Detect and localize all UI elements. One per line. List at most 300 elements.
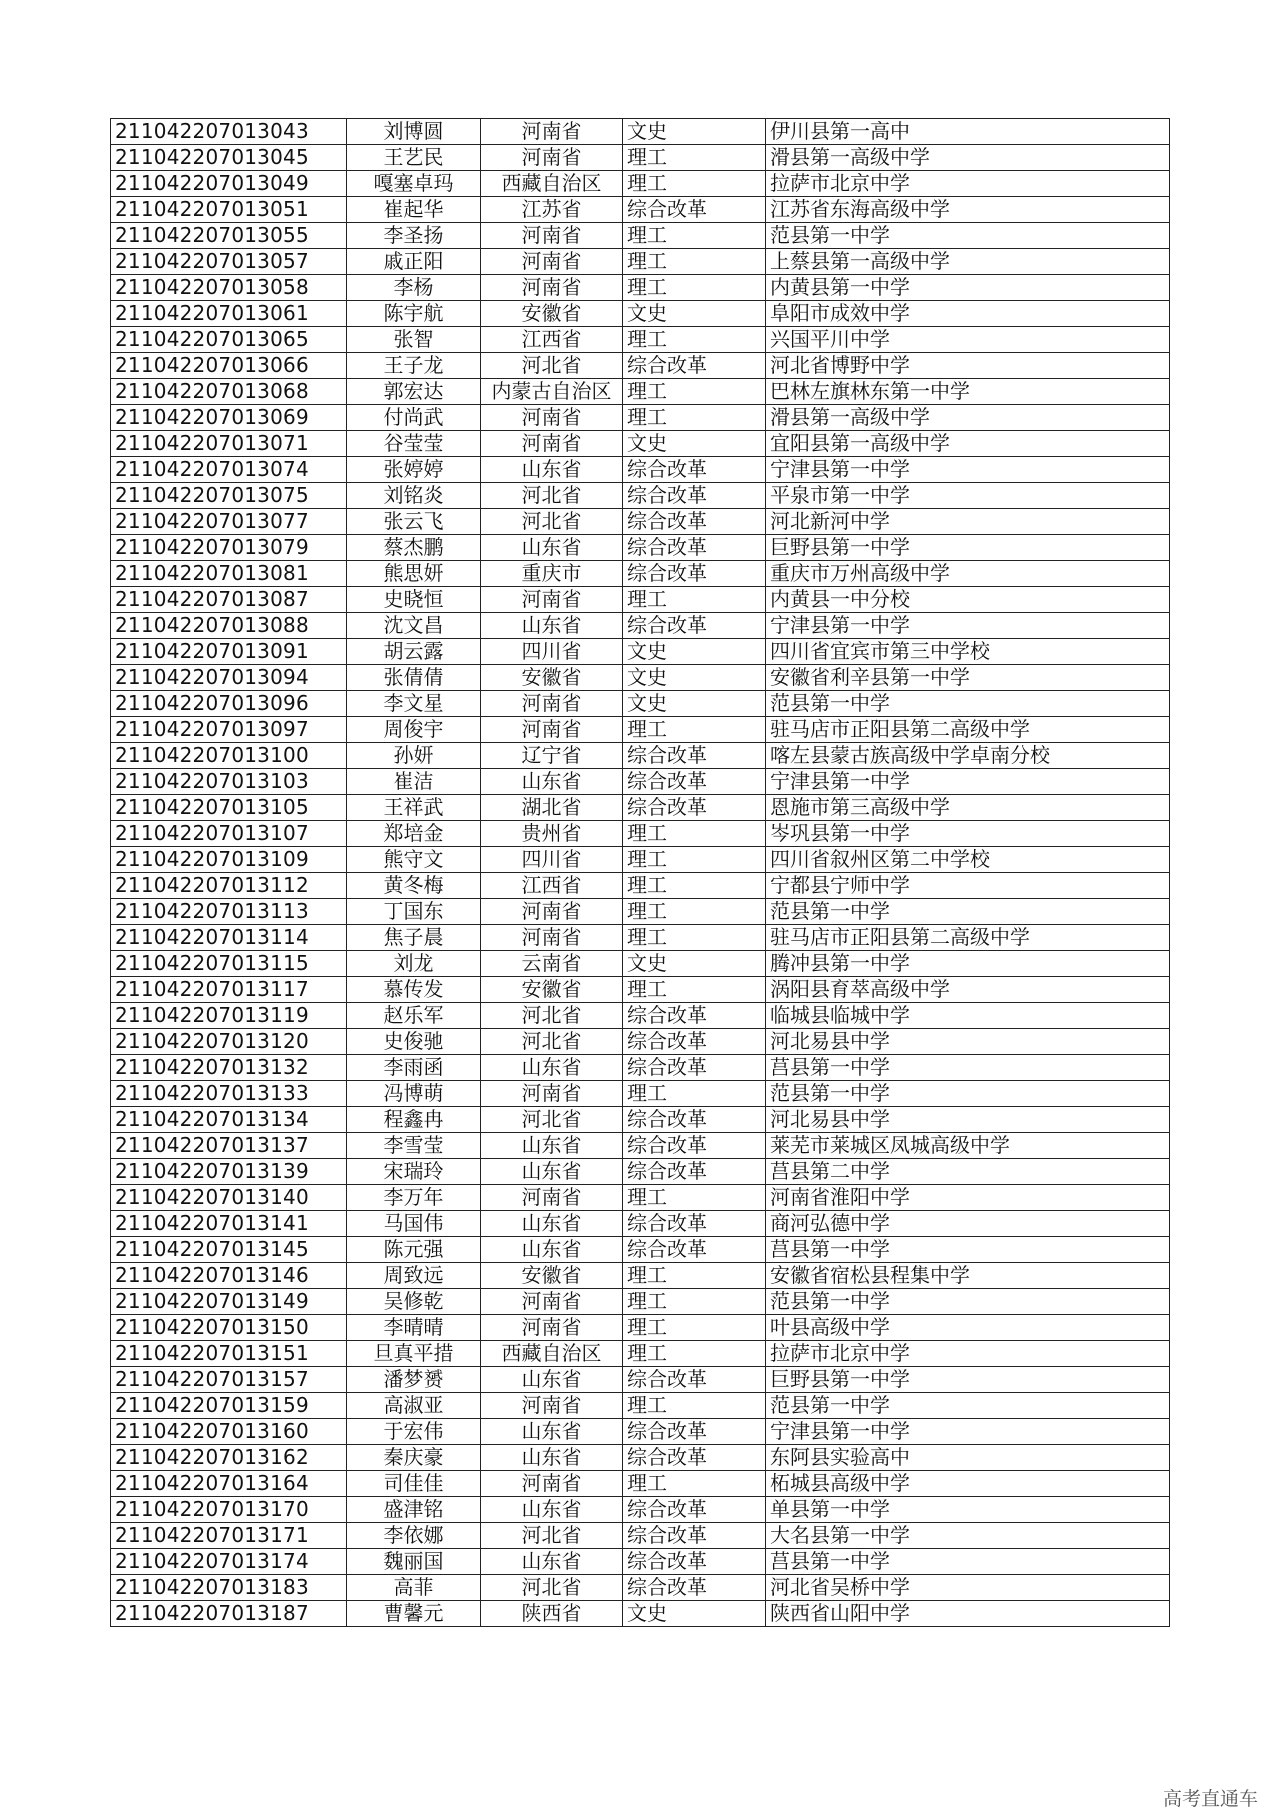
province-cell: 河南省	[481, 1393, 623, 1419]
school-cell: 商河弘德中学	[766, 1211, 1170, 1237]
province-cell: 山东省	[481, 457, 623, 483]
province-cell: 四川省	[481, 639, 623, 665]
category-cell: 综合改革	[623, 1029, 766, 1055]
table-row	[111, 1367, 1170, 1393]
province-cell: 江西省	[481, 327, 623, 353]
table-row	[111, 1601, 1170, 1627]
student-name-cell: 崔洁	[347, 769, 481, 795]
student-name-cell: 盛津铭	[347, 1497, 481, 1523]
exam-id-cell: 211042207013140	[111, 1185, 347, 1211]
province-cell: 四川省	[481, 847, 623, 873]
exam-id-cell: 211042207013145	[111, 1237, 347, 1263]
table-row	[111, 717, 1170, 743]
student-name-cell: 黄冬梅	[347, 873, 481, 899]
school-cell: 上蔡县第一高级中学	[766, 249, 1170, 275]
category-cell: 综合改革	[623, 1445, 766, 1471]
province-cell: 山东省	[481, 613, 623, 639]
school-cell: 范县第一中学	[766, 691, 1170, 717]
exam-id-cell: 211042207013115	[111, 951, 347, 977]
school-cell: 河北省吴桥中学	[766, 1575, 1170, 1601]
school-cell: 柘城县高级中学	[766, 1471, 1170, 1497]
exam-id-cell: 211042207013043	[111, 119, 347, 145]
exam-id-cell: 211042207013137	[111, 1133, 347, 1159]
table-row	[111, 327, 1170, 353]
category-cell: 理工	[623, 1263, 766, 1289]
table-row	[111, 457, 1170, 483]
exam-id-cell: 211042207013061	[111, 301, 347, 327]
province-cell: 山东省	[481, 1159, 623, 1185]
category-cell: 理工	[623, 249, 766, 275]
category-cell: 文史	[623, 431, 766, 457]
province-cell: 山东省	[481, 1367, 623, 1393]
table-row	[111, 847, 1170, 873]
school-cell: 腾冲县第一中学	[766, 951, 1170, 977]
table-row	[111, 587, 1170, 613]
school-cell: 范县第一中学	[766, 899, 1170, 925]
province-cell: 河南省	[481, 431, 623, 457]
province-cell: 山东省	[481, 1445, 623, 1471]
table-row	[111, 639, 1170, 665]
exam-id-cell: 211042207013079	[111, 535, 347, 561]
category-cell: 理工	[623, 1393, 766, 1419]
table-row	[111, 1237, 1170, 1263]
exam-id-cell: 211042207013103	[111, 769, 347, 795]
category-cell: 综合改革	[623, 1055, 766, 1081]
province-cell: 安徽省	[481, 977, 623, 1003]
table-row	[111, 769, 1170, 795]
category-cell: 理工	[623, 1471, 766, 1497]
school-cell: 伊川县第一高中	[766, 119, 1170, 145]
category-cell: 文史	[623, 951, 766, 977]
exam-id-cell: 211042207013066	[111, 353, 347, 379]
student-name-cell: 司佳佳	[347, 1471, 481, 1497]
table-row	[111, 431, 1170, 457]
student-name-cell: 马国伟	[347, 1211, 481, 1237]
province-cell: 河南省	[481, 587, 623, 613]
student-name-cell: 王祥武	[347, 795, 481, 821]
table-row	[111, 1341, 1170, 1367]
province-cell: 河南省	[481, 1315, 623, 1341]
category-cell: 综合改革	[623, 795, 766, 821]
table-row	[111, 1133, 1170, 1159]
school-cell: 内黄县一中分校	[766, 587, 1170, 613]
student-name-cell: 陈宇航	[347, 301, 481, 327]
student-name-cell: 郭宏达	[347, 379, 481, 405]
exam-id-cell: 211042207013170	[111, 1497, 347, 1523]
province-cell: 河南省	[481, 899, 623, 925]
table-row	[111, 1497, 1170, 1523]
category-cell: 综合改革	[623, 561, 766, 587]
category-cell: 综合改革	[623, 1159, 766, 1185]
table-row	[111, 1081, 1170, 1107]
school-cell: 重庆市万州高级中学	[766, 561, 1170, 587]
province-cell: 山东省	[481, 1211, 623, 1237]
school-cell: 河北新河中学	[766, 509, 1170, 535]
exam-id-cell: 211042207013112	[111, 873, 347, 899]
table-row	[111, 1471, 1170, 1497]
exam-id-cell: 211042207013151	[111, 1341, 347, 1367]
table-row	[111, 1523, 1170, 1549]
category-cell: 综合改革	[623, 457, 766, 483]
table-row	[111, 1211, 1170, 1237]
school-cell: 范县第一中学	[766, 1289, 1170, 1315]
student-name-cell: 熊思妍	[347, 561, 481, 587]
student-name-cell: 李晴晴	[347, 1315, 481, 1341]
exam-id-cell: 211042207013187	[111, 1601, 347, 1627]
category-cell: 综合改革	[623, 1003, 766, 1029]
province-cell: 河北省	[481, 1523, 623, 1549]
category-cell: 理工	[623, 1341, 766, 1367]
exam-id-cell: 211042207013119	[111, 1003, 347, 1029]
table-row	[111, 145, 1170, 171]
province-cell: 山东省	[481, 1419, 623, 1445]
category-cell: 综合改革	[623, 743, 766, 769]
student-name-cell: 曹馨元	[347, 1601, 481, 1627]
exam-id-cell: 211042207013139	[111, 1159, 347, 1185]
table-row	[111, 743, 1170, 769]
category-cell: 理工	[623, 847, 766, 873]
exam-id-cell: 211042207013087	[111, 587, 347, 613]
school-cell: 四川省叙州区第二中学校	[766, 847, 1170, 873]
school-cell: 莱芜市莱城区凤城高级中学	[766, 1133, 1170, 1159]
student-name-cell: 程鑫冉	[347, 1107, 481, 1133]
exam-id-cell: 211042207013096	[111, 691, 347, 717]
student-name-cell: 宋瑞玲	[347, 1159, 481, 1185]
exam-id-cell: 211042207013100	[111, 743, 347, 769]
student-name-cell: 史晓恒	[347, 587, 481, 613]
exam-id-cell: 211042207013045	[111, 145, 347, 171]
school-cell: 兴国平川中学	[766, 327, 1170, 353]
table-row	[111, 171, 1170, 197]
table-row	[111, 925, 1170, 951]
school-cell: 莒县第一中学	[766, 1237, 1170, 1263]
table-row	[111, 951, 1170, 977]
student-name-cell: 潘梦赟	[347, 1367, 481, 1393]
category-cell: 理工	[623, 1289, 766, 1315]
province-cell: 河北省	[481, 1107, 623, 1133]
school-cell: 临城县临城中学	[766, 1003, 1170, 1029]
exam-id-cell: 211042207013171	[111, 1523, 347, 1549]
student-name-cell: 高菲	[347, 1575, 481, 1601]
category-cell: 理工	[623, 145, 766, 171]
category-cell: 综合改革	[623, 1107, 766, 1133]
category-cell: 综合改革	[623, 1497, 766, 1523]
province-cell: 山东省	[481, 1497, 623, 1523]
student-name-cell: 刘博圆	[347, 119, 481, 145]
province-cell: 河南省	[481, 1081, 623, 1107]
exam-id-cell: 211042207013088	[111, 613, 347, 639]
exam-id-cell: 211042207013091	[111, 639, 347, 665]
category-cell: 综合改革	[623, 1367, 766, 1393]
student-name-cell: 吴修乾	[347, 1289, 481, 1315]
province-cell: 山东省	[481, 1133, 623, 1159]
student-name-cell: 王子龙	[347, 353, 481, 379]
province-cell: 河北省	[481, 353, 623, 379]
school-cell: 莒县第二中学	[766, 1159, 1170, 1185]
exam-id-cell: 211042207013132	[111, 1055, 347, 1081]
exam-id-cell: 211042207013113	[111, 899, 347, 925]
category-cell: 理工	[623, 405, 766, 431]
table-row	[111, 1029, 1170, 1055]
category-cell: 理工	[623, 977, 766, 1003]
category-cell: 综合改革	[623, 1523, 766, 1549]
exam-id-cell: 211042207013055	[111, 223, 347, 249]
school-cell: 东阿县实验高中	[766, 1445, 1170, 1471]
table-row	[111, 197, 1170, 223]
category-cell: 综合改革	[623, 1237, 766, 1263]
school-cell: 巨野县第一中学	[766, 535, 1170, 561]
table-row	[111, 613, 1170, 639]
school-cell: 宁津县第一中学	[766, 1419, 1170, 1445]
student-name-cell: 秦庆豪	[347, 1445, 481, 1471]
school-cell: 叶县高级中学	[766, 1315, 1170, 1341]
table-row	[111, 1419, 1170, 1445]
exam-id-cell: 211042207013069	[111, 405, 347, 431]
province-cell: 河南省	[481, 925, 623, 951]
province-cell: 重庆市	[481, 561, 623, 587]
province-cell: 河南省	[481, 1471, 623, 1497]
province-cell: 安徽省	[481, 301, 623, 327]
province-cell: 山东省	[481, 769, 623, 795]
province-cell: 河南省	[481, 275, 623, 301]
category-cell: 文史	[623, 665, 766, 691]
province-cell: 安徽省	[481, 1263, 623, 1289]
student-name-cell: 李杨	[347, 275, 481, 301]
student-name-cell: 刘铭炎	[347, 483, 481, 509]
table-row	[111, 405, 1170, 431]
exam-id-cell: 211042207013162	[111, 1445, 347, 1471]
exam-id-cell: 211042207013081	[111, 561, 347, 587]
province-cell: 河南省	[481, 119, 623, 145]
table-row	[111, 1159, 1170, 1185]
category-cell: 文史	[623, 119, 766, 145]
province-cell: 河南省	[481, 1289, 623, 1315]
category-cell: 理工	[623, 873, 766, 899]
province-cell: 河南省	[481, 717, 623, 743]
table-row	[111, 223, 1170, 249]
category-cell: 综合改革	[623, 769, 766, 795]
school-cell: 平泉市第一中学	[766, 483, 1170, 509]
school-cell: 范县第一中学	[766, 1081, 1170, 1107]
table-row	[111, 483, 1170, 509]
table-row	[111, 1289, 1170, 1315]
exam-id-cell: 211042207013057	[111, 249, 347, 275]
student-name-cell: 旦真平措	[347, 1341, 481, 1367]
student-name-cell: 李依娜	[347, 1523, 481, 1549]
exam-id-cell: 211042207013164	[111, 1471, 347, 1497]
exam-id-cell: 211042207013159	[111, 1393, 347, 1419]
school-cell: 喀左县蒙古族高级中学卓南分校	[766, 743, 1170, 769]
exam-id-cell: 211042207013051	[111, 197, 347, 223]
category-cell: 综合改革	[623, 613, 766, 639]
exam-id-cell: 211042207013114	[111, 925, 347, 951]
student-name-cell: 李雪莹	[347, 1133, 481, 1159]
category-cell: 理工	[623, 1315, 766, 1341]
exam-id-cell: 211042207013065	[111, 327, 347, 353]
student-name-cell: 冯博萌	[347, 1081, 481, 1107]
exam-id-cell: 211042207013117	[111, 977, 347, 1003]
student-name-cell: 于宏伟	[347, 1419, 481, 1445]
school-cell: 宁津县第一中学	[766, 769, 1170, 795]
student-name-cell: 王艺民	[347, 145, 481, 171]
table-row	[111, 899, 1170, 925]
school-cell: 滑县第一高级中学	[766, 145, 1170, 171]
table-row	[111, 1263, 1170, 1289]
school-cell: 四川省宜宾市第三中学校	[766, 639, 1170, 665]
province-cell: 贵州省	[481, 821, 623, 847]
school-cell: 巨野县第一中学	[766, 1367, 1170, 1393]
table-row	[111, 1107, 1170, 1133]
school-cell: 河北省博野中学	[766, 353, 1170, 379]
category-cell: 理工	[623, 587, 766, 613]
category-cell: 理工	[623, 171, 766, 197]
school-cell: 大名县第一中学	[766, 1523, 1170, 1549]
exam-id-cell: 211042207013105	[111, 795, 347, 821]
admission-roster-table	[110, 118, 1170, 1627]
student-name-cell: 周致远	[347, 1263, 481, 1289]
table-row	[111, 301, 1170, 327]
table-row	[111, 1445, 1170, 1471]
watermark-label: 高考直通车	[1162, 1788, 1258, 1810]
category-cell: 综合改革	[623, 509, 766, 535]
category-cell: 综合改革	[623, 1211, 766, 1237]
school-cell: 陕西省山阳中学	[766, 1601, 1170, 1627]
table-row	[111, 1549, 1170, 1575]
table-row	[111, 977, 1170, 1003]
student-name-cell: 魏丽国	[347, 1549, 481, 1575]
school-cell: 阜阳市成效中学	[766, 301, 1170, 327]
student-name-cell: 李文星	[347, 691, 481, 717]
student-name-cell: 熊守文	[347, 847, 481, 873]
category-cell: 综合改革	[623, 535, 766, 561]
province-cell: 河北省	[481, 509, 623, 535]
exam-id-cell: 211042207013157	[111, 1367, 347, 1393]
exam-id-cell: 211042207013149	[111, 1289, 347, 1315]
category-cell: 文史	[623, 691, 766, 717]
exam-id-cell: 211042207013141	[111, 1211, 347, 1237]
student-name-cell: 李万年	[347, 1185, 481, 1211]
school-cell: 安徽省利辛县第一中学	[766, 665, 1170, 691]
exam-id-cell: 211042207013174	[111, 1549, 347, 1575]
exam-id-cell: 211042207013097	[111, 717, 347, 743]
school-cell: 驻马店市正阳县第二高级中学	[766, 925, 1170, 951]
province-cell: 山东省	[481, 535, 623, 561]
province-cell: 河北省	[481, 483, 623, 509]
exam-id-cell: 211042207013077	[111, 509, 347, 535]
exam-id-cell: 211042207013071	[111, 431, 347, 457]
exam-id-cell: 211042207013160	[111, 1419, 347, 1445]
table-row	[111, 1055, 1170, 1081]
student-name-cell: 孙妍	[347, 743, 481, 769]
table-row	[111, 1315, 1170, 1341]
student-name-cell: 张倩倩	[347, 665, 481, 691]
category-cell: 理工	[623, 1185, 766, 1211]
province-cell: 云南省	[481, 951, 623, 977]
category-cell: 综合改革	[623, 197, 766, 223]
school-cell: 宜阳县第一高级中学	[766, 431, 1170, 457]
school-cell: 江苏省东海高级中学	[766, 197, 1170, 223]
table-row	[111, 275, 1170, 301]
province-cell: 河北省	[481, 1029, 623, 1055]
province-cell: 安徽省	[481, 665, 623, 691]
school-cell: 拉萨市北京中学	[766, 171, 1170, 197]
school-cell: 巴林左旗林东第一中学	[766, 379, 1170, 405]
province-cell: 山东省	[481, 1237, 623, 1263]
table-row	[111, 1393, 1170, 1419]
province-cell: 河北省	[481, 1003, 623, 1029]
student-name-cell: 李圣扬	[347, 223, 481, 249]
table-row	[111, 821, 1170, 847]
table-row	[111, 509, 1170, 535]
student-name-cell: 赵乐军	[347, 1003, 481, 1029]
category-cell: 理工	[623, 223, 766, 249]
school-cell: 单县第一中学	[766, 1497, 1170, 1523]
student-name-cell: 戚正阳	[347, 249, 481, 275]
roster-sheet	[110, 118, 1169, 1627]
exam-id-cell: 211042207013068	[111, 379, 347, 405]
province-cell: 河南省	[481, 691, 623, 717]
category-cell: 理工	[623, 275, 766, 301]
exam-id-cell: 211042207013094	[111, 665, 347, 691]
school-cell: 宁津县第一中学	[766, 613, 1170, 639]
table-row	[111, 795, 1170, 821]
table-row	[111, 1003, 1170, 1029]
category-cell: 综合改革	[623, 1575, 766, 1601]
school-cell: 拉萨市北京中学	[766, 1341, 1170, 1367]
province-cell: 河北省	[481, 1575, 623, 1601]
student-name-cell: 谷莹莹	[347, 431, 481, 457]
table-row	[111, 691, 1170, 717]
student-name-cell: 焦子晨	[347, 925, 481, 951]
exam-id-cell: 211042207013109	[111, 847, 347, 873]
school-cell: 宁都县宁师中学	[766, 873, 1170, 899]
student-name-cell: 胡云露	[347, 639, 481, 665]
table-row	[111, 379, 1170, 405]
province-cell: 河南省	[481, 405, 623, 431]
province-cell: 山东省	[481, 1055, 623, 1081]
province-cell: 西藏自治区	[481, 1341, 623, 1367]
roster-table-body	[111, 119, 1170, 1627]
school-cell: 莒县第一中学	[766, 1549, 1170, 1575]
student-name-cell: 付尚武	[347, 405, 481, 431]
province-cell: 内蒙古自治区	[481, 379, 623, 405]
category-cell: 理工	[623, 379, 766, 405]
student-name-cell: 史俊驰	[347, 1029, 481, 1055]
school-cell: 河北易县中学	[766, 1029, 1170, 1055]
school-cell: 滑县第一高级中学	[766, 405, 1170, 431]
student-name-cell: 张婷婷	[347, 457, 481, 483]
student-name-cell: 丁国东	[347, 899, 481, 925]
school-cell: 河北易县中学	[766, 1107, 1170, 1133]
table-row	[111, 353, 1170, 379]
school-cell: 范县第一中学	[766, 1393, 1170, 1419]
exam-id-cell: 211042207013049	[111, 171, 347, 197]
student-name-cell: 嘎塞卓玛	[347, 171, 481, 197]
school-cell: 安徽省宿松县程集中学	[766, 1263, 1170, 1289]
category-cell: 综合改革	[623, 1419, 766, 1445]
province-cell: 辽宁省	[481, 743, 623, 769]
exam-id-cell: 211042207013133	[111, 1081, 347, 1107]
table-row	[111, 561, 1170, 587]
table-row	[111, 249, 1170, 275]
province-cell: 江西省	[481, 873, 623, 899]
province-cell: 河南省	[481, 249, 623, 275]
exam-id-cell: 211042207013150	[111, 1315, 347, 1341]
province-cell: 河南省	[481, 1185, 623, 1211]
exam-id-cell: 211042207013134	[111, 1107, 347, 1133]
school-cell: 内黄县第一中学	[766, 275, 1170, 301]
category-cell: 综合改革	[623, 483, 766, 509]
